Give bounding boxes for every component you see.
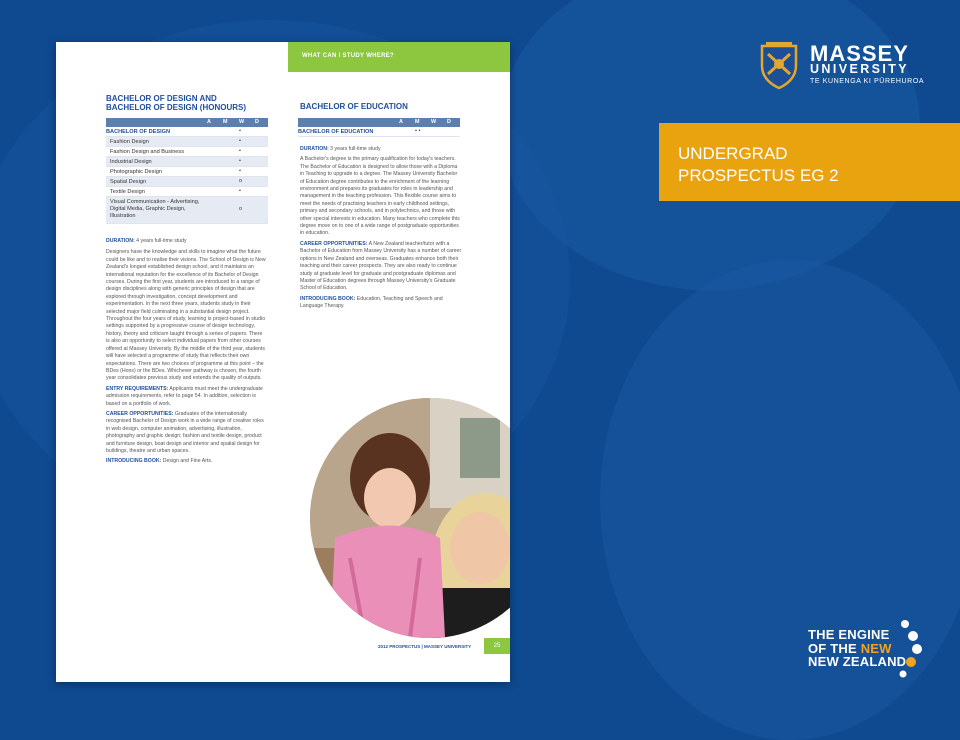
- footer-text: 2012 PROSPECTUS | MASSEY UNIVERSITY: [378, 644, 472, 649]
- career-label: CAREER OPPORTUNITIES:: [300, 240, 368, 247]
- tag-line-1: UNDERGRAD: [678, 144, 788, 163]
- tagline-accent: NEW: [860, 640, 892, 656]
- row-label: Textile Design: [110, 188, 145, 195]
- career-text: A New Zealand teacher/tutor with a Bachelor of Education from Massey University has a number of career options in New Zealand and overseas. Graduates enhance both their teaching and their career prospects. They are also ready to continue study at graduate level for graduate and postgraduate diplomas and Master of Education degrees through Massey University's Graduate School of Education.: [300, 240, 462, 292]
- design-duration: [106, 238, 266, 245]
- education-table-header: [298, 118, 460, 127]
- col-a: A: [207, 119, 211, 125]
- slide-tag-text: [678, 143, 839, 187]
- row-mark: • •: [415, 128, 421, 134]
- col-m: M: [415, 119, 420, 125]
- row-mark: •: [239, 188, 241, 194]
- col-m: M: [223, 119, 228, 125]
- duration-text: 4 years full-time study: [136, 238, 187, 244]
- row-label: BACHELOR OF DESIGN: [106, 128, 171, 135]
- row-label: BACHELOR OF EDUCATION: [298, 128, 374, 135]
- logo-name-line1: MASSEY: [810, 41, 909, 66]
- design-entry: [106, 386, 266, 408]
- teacher-child-photo: [310, 398, 510, 638]
- tagline-line1: THE ENGINE: [808, 627, 890, 642]
- intro-text: Design and Fine Arts.: [162, 458, 213, 465]
- row-mark: •: [239, 128, 241, 134]
- entry-text: Applicants must meet the undergraduate admission requirements, refer to page 54. In addition, selection is based on a portfolio of work.: [106, 385, 263, 407]
- tag-line-2: PROSPECTUS EG 2: [678, 166, 839, 185]
- page-footer: [56, 638, 510, 654]
- intro-label: INTRODUCING BOOK:: [106, 458, 162, 465]
- design-description: Designers have the knowledge and skills to imagine what the future could be like and to realise their visions. The School of Design is New Zealand's longest established design school, and it maintains an international reputation for the excellence of its Bachelor of Design courses. During the first year, students are introduced to a range of design disciplines along with generic principles of design that are explored through investigation, concept development and experimentation. In the next three years, students study in their selected major field culminating in a substantial design project. Throughout the four years of study, learning is project-based in studio settings supported by a progressive course of design technology, history, theory and criticism taught through a series of papers. There is also an opportunity to select individual papers from other courses offered at Massey University. By the middle of the third year, students will have selected a programme of study that reflects their own expectations. There are two choices of programme at this point – the BDes (Hons) or the BDes. Whichever pathway is chosen, the fourth year consolidates previous study and extends the quality of outputs.: [106, 249, 266, 382]
- row-label: Photographic Design: [110, 168, 162, 175]
- row-mark: o: [239, 178, 243, 184]
- left-heading: [106, 94, 276, 112]
- design-table: [106, 118, 268, 224]
- row-mark: •: [239, 148, 241, 154]
- table-row: [106, 147, 268, 157]
- page-banner: [288, 42, 510, 72]
- row-label: Industrial Design: [110, 158, 152, 165]
- row-label: Fashion Design and Business: [110, 148, 185, 155]
- table-row: [106, 127, 268, 137]
- table-row: [106, 167, 268, 177]
- left-heading-line2: BACHELOR OF DESIGN (HONOURS): [106, 103, 246, 112]
- row-label: Spatial Design: [110, 178, 147, 185]
- career-text: Graduates of the internationally recognised Bachelor of Design work in a wide range of creative roles in web design, computer animation, advertising, illustration, photography and graphic design; fashion and textile design, product and furniture design, boat design and interior and spatial design for buildings, theatre and urban spaces.: [106, 410, 264, 454]
- col-a: A: [399, 119, 403, 125]
- tagline-dots-icon: [893, 618, 927, 680]
- tagline-line2-pre: OF THE: [808, 640, 861, 656]
- col-w: W: [239, 119, 245, 125]
- tagline-line2: [808, 642, 906, 656]
- logo-subtitle: TE KUNENGA KI PŪREHUROA: [810, 78, 925, 85]
- logo-name-line2: UNIVERSITY: [810, 62, 910, 76]
- education-career: [300, 241, 462, 293]
- education-intro: [300, 296, 462, 311]
- massey-crest-icon: [756, 40, 802, 90]
- col-d: D: [447, 119, 451, 125]
- row-mark: •: [239, 168, 241, 174]
- row-label: Visual Communication - Advertising, Digital Media, Graphic Design, Illustration: [110, 198, 200, 219]
- left-body: [106, 238, 266, 466]
- duration-label: DURATION:: [106, 238, 135, 244]
- table-row: [106, 197, 268, 224]
- row-mark: o: [239, 206, 243, 212]
- intro-label: INTRODUCING BOOK:: [300, 295, 356, 302]
- duration-text: 3 years full-time study: [330, 146, 381, 152]
- row-mark: •: [239, 158, 241, 164]
- table-row: [106, 137, 268, 147]
- page-number: 25: [484, 638, 510, 654]
- left-heading-line1: BACHELOR OF DESIGN AND: [106, 94, 217, 103]
- entry-label: ENTRY REQUIREMENTS:: [106, 385, 169, 392]
- education-duration: [300, 146, 462, 153]
- prospectus-page: [56, 42, 510, 682]
- education-table: [298, 118, 460, 137]
- career-label: CAREER OPPORTUNITIES:: [106, 410, 174, 417]
- design-table-header: [106, 118, 268, 127]
- education-description: A Bachelor's degree is the primary qualification for today's teachers. The Bachelor of Education is designed to allow those with a Diploma in Teaching to upgrade to a degree. The Massey University Bachelor of Education degree contributes to the enrichment of the learning environment and prepares its graduates for roles in leadership and management in the teaching profession. This flexible course aims to meet the needs of practising teachers in early childhood settings, primary and secondary schools, and in polytechnics, and those with other special interests in education. Many teachers who complete this degree move on to one of a wide range of postgraduate opportunities in education.: [300, 156, 460, 237]
- table-row: [298, 127, 460, 137]
- design-intro: [106, 458, 266, 465]
- right-heading: BACHELOR OF EDUCATION: [300, 102, 408, 111]
- col-d: D: [255, 119, 259, 125]
- table-row: [106, 157, 268, 167]
- tagline-line3: NEW ZEALAND: [808, 654, 907, 669]
- col-w: W: [431, 119, 437, 125]
- table-row: [106, 187, 268, 197]
- row-mark: •: [239, 138, 241, 144]
- intro-text: Education, Teaching and Speech and Language Therapy.: [300, 295, 443, 310]
- right-body: [300, 146, 462, 311]
- engine-tagline: [808, 628, 906, 669]
- duration-label: DURATION:: [300, 146, 329, 152]
- row-label: Fashion Design: [110, 138, 149, 145]
- page-banner-text: WHAT CAN I STUDY WHERE?: [302, 53, 395, 59]
- table-row: [106, 177, 268, 187]
- design-career: [106, 411, 266, 455]
- photo-illustration: [310, 398, 510, 638]
